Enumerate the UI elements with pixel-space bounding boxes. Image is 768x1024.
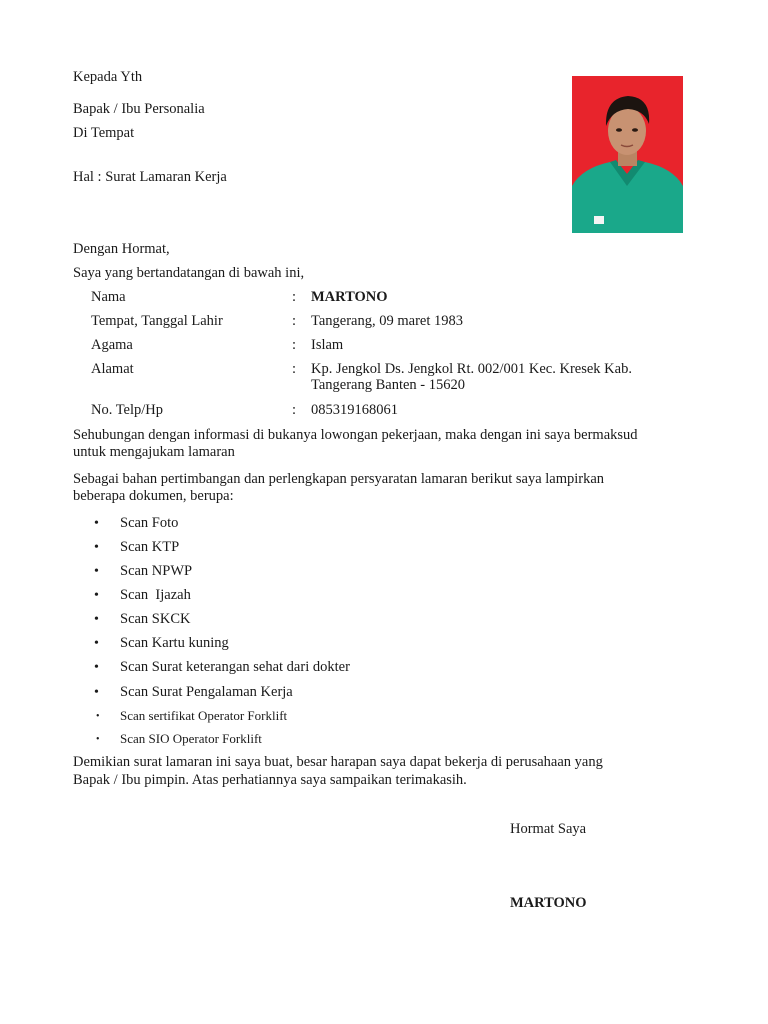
detail-colon: : [292,289,297,305]
applicant-photo [572,76,683,233]
detail-value-religion: Islam [311,337,344,353]
detail-value-name: MARTONO [311,289,388,305]
list-item: Scan NPWP [120,563,193,579]
list-item: Scan SIO Operator Forklift [120,731,262,746]
detail-label-address: Alamat [91,361,134,377]
signature-name: MARTONO [510,895,587,911]
paragraph-2-line-2: beberapa dokumen, berupa: [73,488,234,504]
bullet-icon: • [94,660,99,675]
detail-value-birth: Tangerang, 09 maret 1983 [311,313,463,329]
list-item: Scan SKCK [120,611,191,627]
detail-colon: : [292,313,297,329]
list-item: Scan Surat Pengalaman Kerja [120,684,293,700]
signoff: Hormat Saya [510,821,587,837]
bullet-icon: • [94,588,99,603]
list-item: Scan sertifikat Operator Forklift [120,708,288,723]
paragraph-1-line-1: Sehubungan dengan informasi di bukanya lowongan pekerjaan, maka dengan ini saya bermaksud [73,427,638,443]
greeting: Dengan Hormat, [73,241,170,257]
list-item: Scan Ijazah [120,587,191,603]
bullet-icon: • [94,516,99,531]
detail-label-name: Nama [91,289,126,305]
detail-colon: : [292,361,297,377]
recipient-line-1: Kepada Yth [73,69,143,85]
recipient-line-2: Bapak / Ibu Personalia [73,101,205,117]
detail-label-phone: No. Telp/Hp [91,402,164,418]
closing-line-2: Bapak / Ibu pimpin. Atas perhatiannya saya sampaikan terimakasih. [73,772,467,788]
detail-colon: : [292,402,297,418]
bullet-icon: • [94,564,99,579]
list-item: Scan Kartu kuning [120,635,229,651]
intro-line: Saya yang bertandatangan di bawah ini, [73,265,305,281]
list-item: Scan Foto [120,515,179,531]
detail-value-address-line-2: Tangerang Banten - 15620 [311,377,466,393]
detail-value-address-line-1: Kp. Jengkol Ds. Jengkol Rt. 002/001 Kec. Kresek Kab. [311,361,632,377]
list-item: Scan KTP [120,539,180,555]
closing-line-1: Demikian surat lamaran ini saya buat, besar harapan saya dapat bekerja di perusahaan yang [73,754,603,770]
subject-line: Hal : Surat Lamaran Kerja [73,169,227,185]
detail-value-phone: 085319168061 [311,402,398,418]
detail-colon: : [292,337,297,353]
bullet-icon: • [94,685,99,700]
detail-label-birth: Tempat, Tanggal Lahir [91,313,223,329]
bullet-icon: • [94,612,99,627]
bullet-icon: • [96,734,100,745]
detail-label-religion: Agama [91,337,133,353]
paragraph-2-line-1: Sebagai bahan pertimbangan dan perlengkapan persyaratan lamaran berikut saya lampirkan [73,471,605,487]
bullet-icon: • [96,711,100,722]
bullet-icon: • [94,636,99,651]
list-item: Scan Surat keterangan sehat dari dokter [120,659,350,675]
recipient-line-3: Di Tempat [73,125,135,141]
paragraph-1-line-2: untuk mengajukam lamaran [73,444,235,460]
bullet-icon: • [94,540,99,555]
